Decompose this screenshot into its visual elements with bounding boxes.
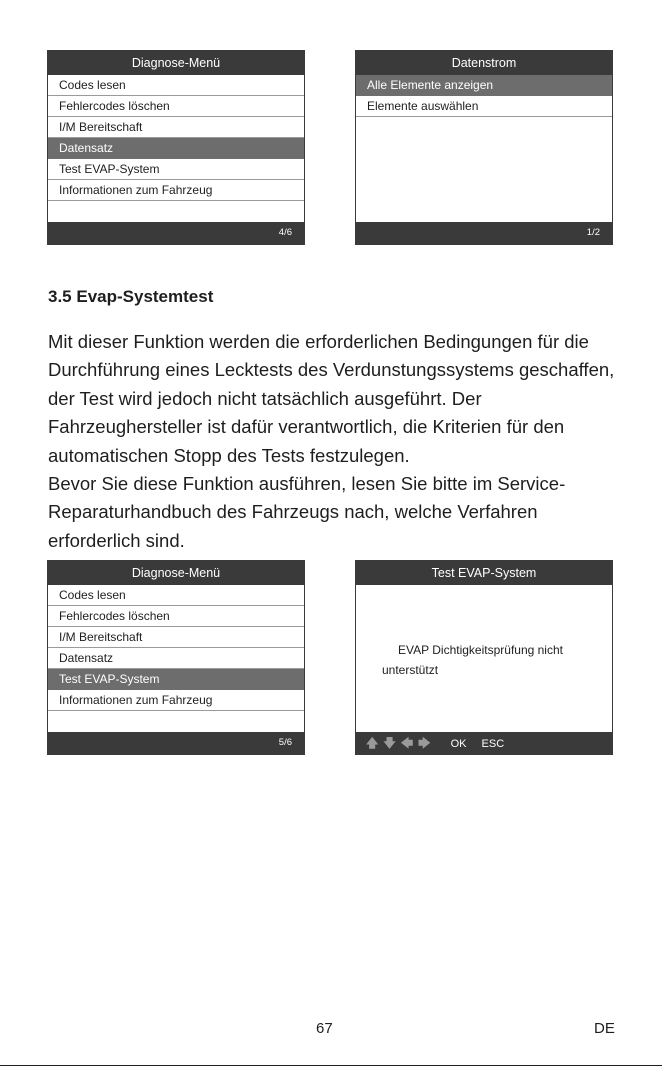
menu-item-informationen-fahrzeug[interactable]: Informationen zum Fahrzeug: [48, 690, 304, 711]
menu-item-datensatz[interactable]: Datensatz: [48, 648, 304, 669]
menu-item-empty: [48, 201, 304, 222]
page-number: 67: [316, 1020, 333, 1037]
menu-item-empty: [48, 711, 304, 732]
page-indicator: 5/6: [48, 732, 304, 754]
status-message: EVAP Dichtigkeitsprüfung nicht unterstützt: [382, 643, 563, 677]
menu-item-im-bereitschaft[interactable]: I/M Bereitschaft: [48, 627, 304, 648]
menu-item-codes-lesen[interactable]: Codes lesen: [48, 585, 304, 606]
menu-item-elemente-auswaehlen[interactable]: Elemente auswählen: [356, 96, 612, 117]
screen-diagnose-menu-2: [47, 560, 305, 755]
page-indicator: 4/6: [48, 222, 304, 244]
body-paragraph-1: Mit dieser Funktion werden die erforderlichen Bedingungen für die Durchführung eines Lecktests des Verdunstungssystems geschaffen, der Test wird jedoch nicht tatsächlich ausgeführt. Der Fahrzeughersteller ist dafür verantwortlich, die Kriterien für den automatischen Stopp des Tests festzulegen.: [48, 331, 615, 466]
screen-title: Diagnose-Menü: [48, 51, 304, 75]
menu-item-test-evap-system[interactable]: Test EVAP-System: [48, 159, 304, 180]
menu-item-fehlercodes-loeschen[interactable]: Fehlercodes löschen: [48, 96, 304, 117]
screen-diagnose-menu-1: [47, 50, 305, 245]
ok-button[interactable]: OK: [450, 738, 467, 750]
menu-item-fehlercodes-loeschen[interactable]: Fehlercodes löschen: [48, 606, 304, 627]
menu-item-datensatz[interactable]: Datensatz: [48, 138, 304, 159]
screen-datenstrom: [355, 50, 613, 245]
page-indicator: 1/2: [356, 222, 612, 244]
menu-item-codes-lesen[interactable]: Codes lesen: [48, 75, 304, 96]
section-heading: 3.5 Evap-Systemtest: [48, 287, 214, 306]
arrow-up-icon[interactable]: 🡅: [366, 736, 379, 750]
menu-item-im-bereitschaft[interactable]: I/M Bereitschaft: [48, 117, 304, 138]
screen-title: Datenstrom: [356, 51, 612, 75]
arrow-down-icon[interactable]: 🡇: [383, 736, 396, 750]
screen-title: Diagnose-Menü: [48, 561, 304, 585]
esc-button[interactable]: ESC: [481, 738, 505, 750]
arrow-left-icon[interactable]: 🡄: [400, 736, 414, 750]
arrow-right-icon[interactable]: 🡆: [418, 736, 431, 750]
screen-title: Test EVAP-System: [356, 561, 612, 585]
menu-item-alle-elemente[interactable]: Alle Elemente anzeigen: [356, 75, 612, 96]
menu-item-informationen-fahrzeug[interactable]: Informationen zum Fahrzeug: [48, 180, 304, 201]
bottom-divider: [0, 1065, 662, 1066]
menu-item-test-evap-system[interactable]: Test EVAP-System: [48, 669, 304, 690]
language-code: DE: [594, 1020, 615, 1037]
nav-bar: [356, 732, 612, 754]
body-paragraph-2: Bevor Sie diese Funktion ausführen, lesen Sie bitte im Service-Reparaturhandbuch des Fahrzeugs nach, welche Verfahren erforderlich sind.: [48, 473, 566, 551]
screen-test-evap-system: [355, 560, 613, 755]
body-text: [48, 328, 628, 555]
